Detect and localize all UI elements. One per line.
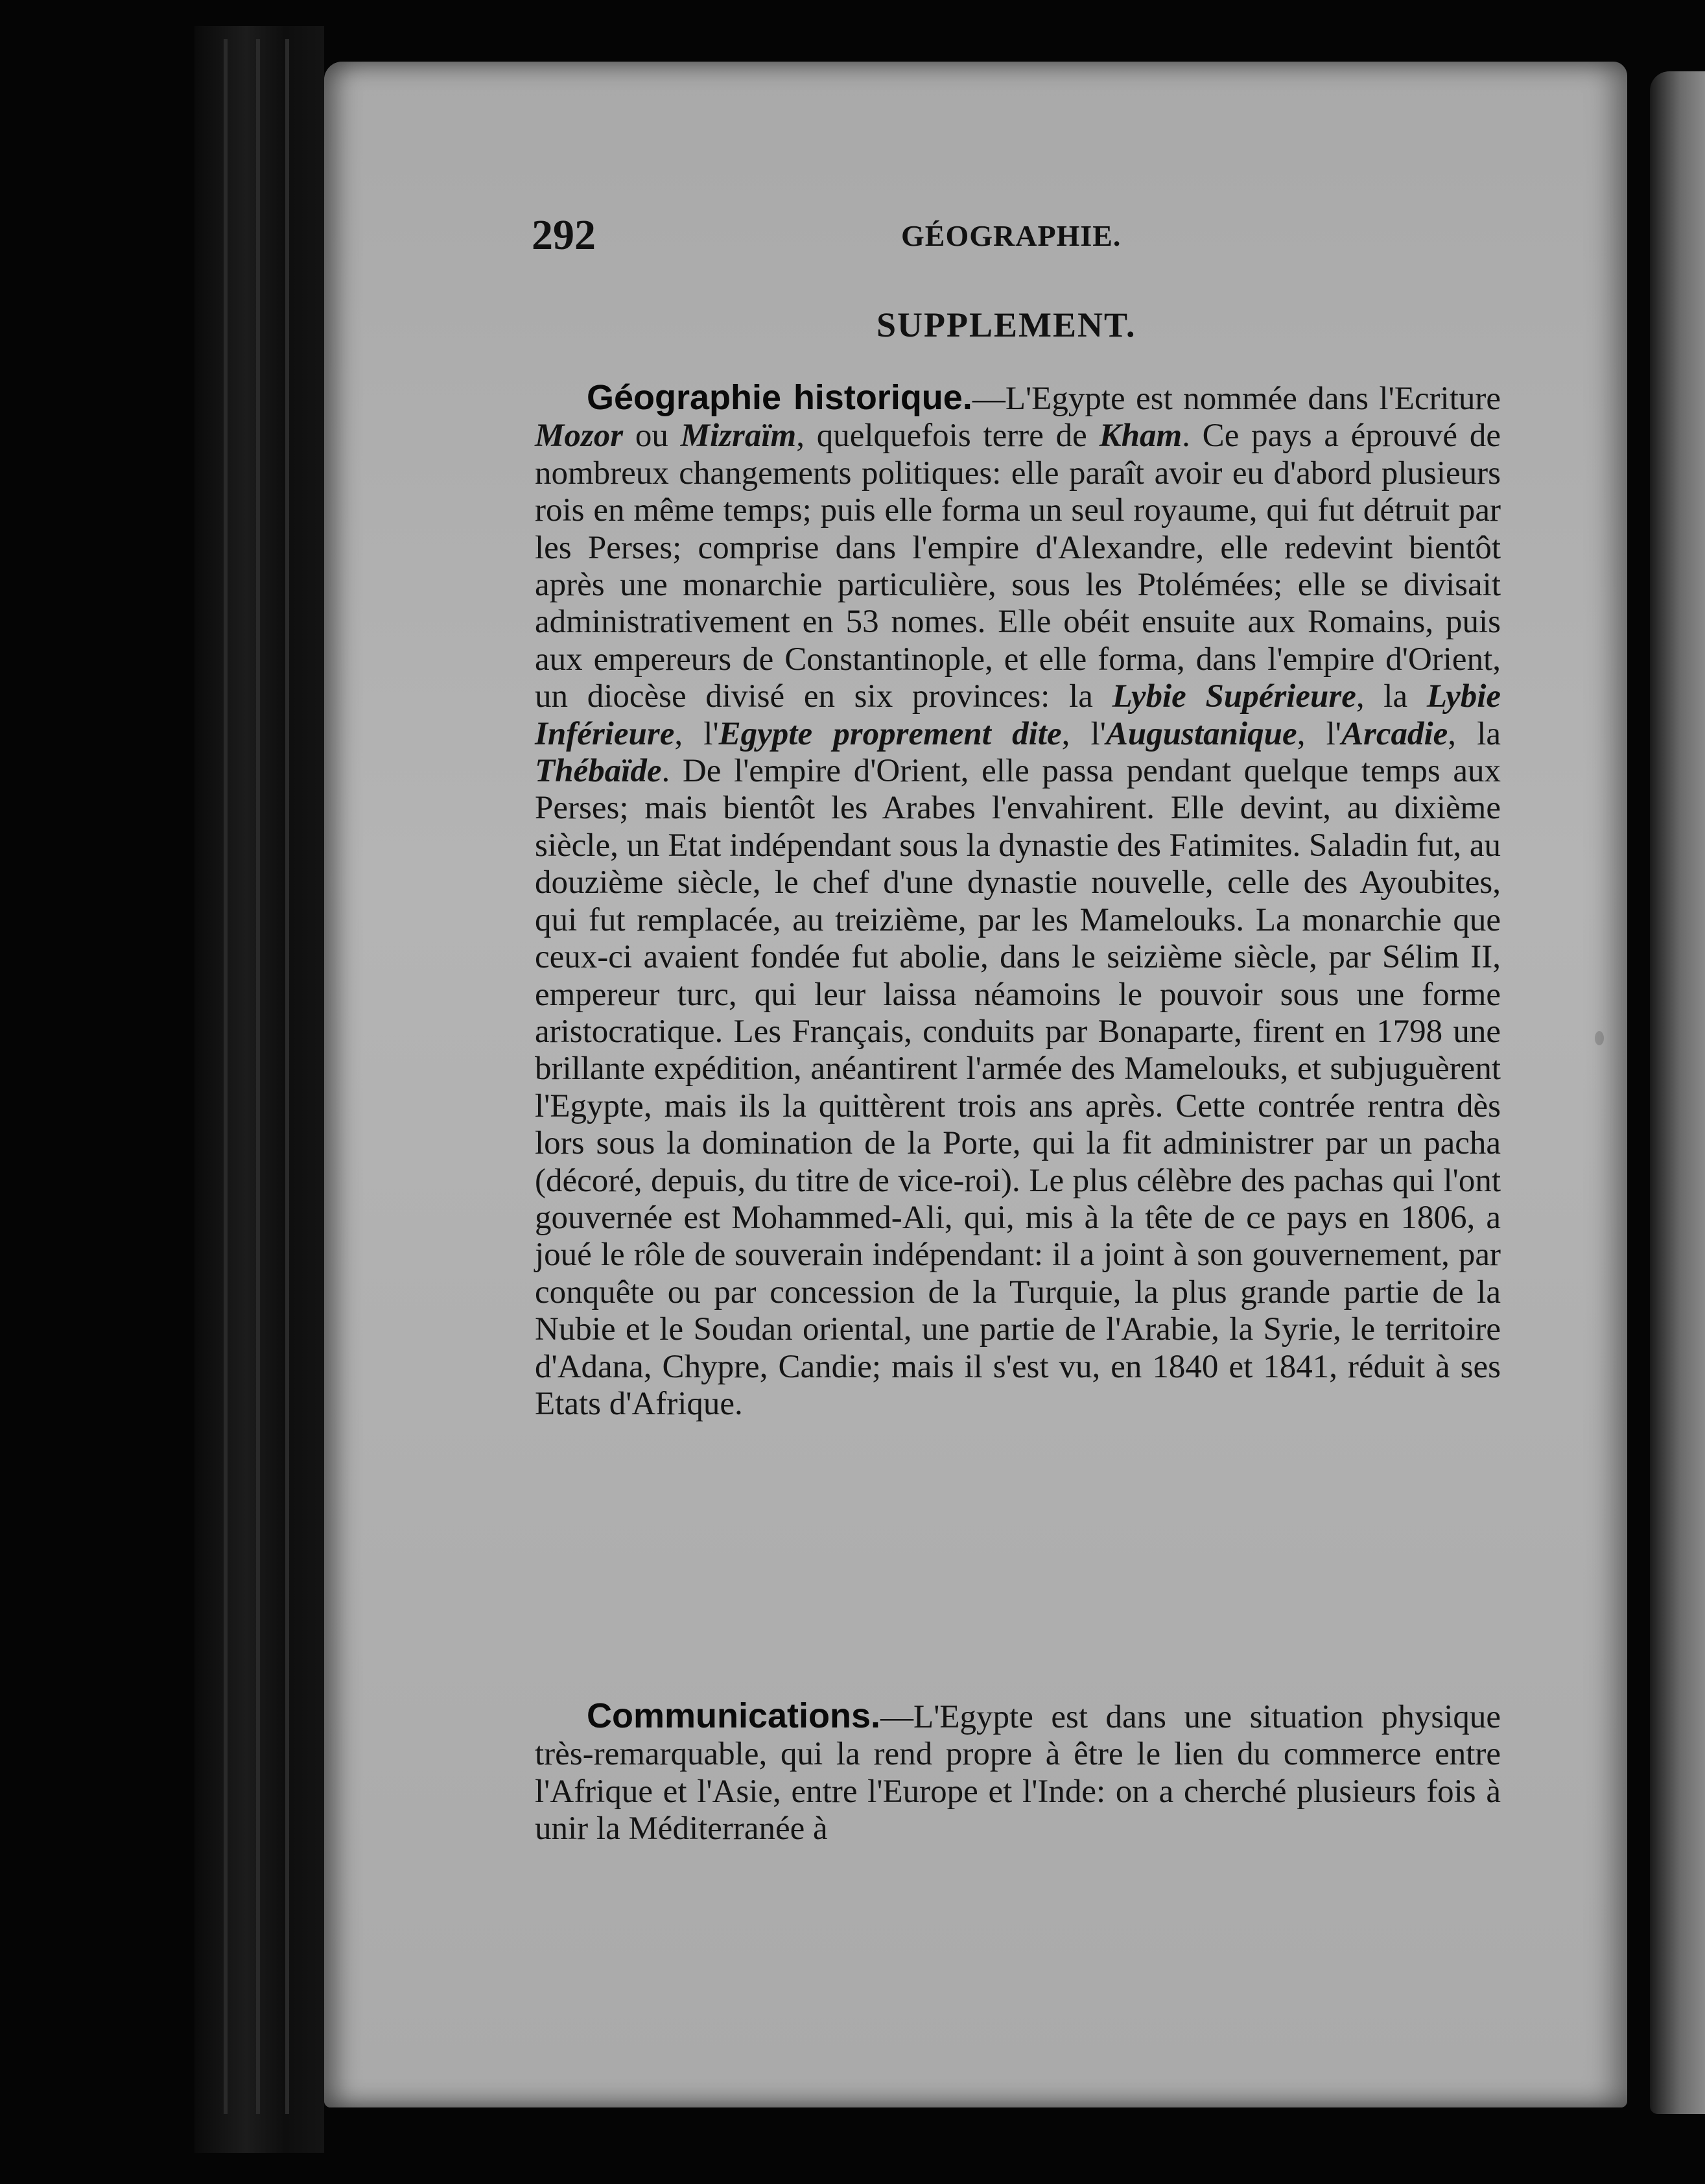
paragraph-text: , l' [1297, 715, 1341, 752]
paragraph-lead: Géographie historique. [587, 378, 972, 417]
paragraph-lead: Communications. [587, 1696, 881, 1735]
italic-term: Kham [1099, 418, 1182, 455]
paragraph-communications [535, 1698, 1501, 1848]
italic-term: Mozor [535, 418, 624, 455]
adjacent-page-edge [1650, 71, 1705, 2114]
italic-term: Egypte proprement dite [718, 715, 1062, 752]
italic-term: Arcadie [1341, 715, 1448, 752]
italic-term: Lybie Supérieure [1112, 678, 1356, 715]
binding-edge-line [256, 39, 260, 2114]
paragraph-text: —L'Egypte est nommée dans l'Ecriture [972, 381, 1501, 417]
paragraph-text: , quelquefois terre de [796, 418, 1099, 455]
italic-term: Mizraïm [680, 418, 797, 455]
italic-term: Lybie Inférieure [535, 678, 1501, 752]
running-title: GÉOGRAPHIE. [901, 219, 1122, 252]
paragraph-text: , l' [1061, 715, 1106, 752]
paragraph-text: , l' [674, 715, 719, 752]
binding-edge-line [285, 39, 289, 2114]
paragraph-text: ou [623, 418, 681, 455]
paragraph-text: , la [1448, 715, 1501, 752]
italic-term: Thébaïde [535, 753, 662, 790]
binding-edge-line [224, 39, 228, 2114]
page-stain [1595, 1031, 1604, 1045]
paragraph-text: , la [1356, 678, 1427, 715]
page-number: 292 [532, 211, 596, 259]
paragraph-text: —L'Egypte est dans une situation physique très-remarquable, qui la rend propre à être le lien du commerce entre l'Afrique et l'Asie, entre l'Europe et l'Inde: on a cherché plusieurs fois à unir la Méditerranée à [535, 1699, 1501, 1847]
section-heading: SUPPLEMENT. [876, 305, 1136, 344]
paragraph-text: . Ce pays a éprouvé de nombreux changements politiques: elle paraît avoir eu d'abord plusieurs rois en même temps; puis elle forma un seul royaume, qui fut détruit par les Perses; comprise dans l'empire d'Alexandre, elle redevint bientôt après une monarchie particulière, sous les Ptolémées; elle se divisait administrativement en 53 nomes. Elle obéit ensuite aux Romains, puis aux empereurs de Constantinople, et elle forma, dans l'empire d'Orient, un diocèse divisé en six provinces: la [535, 418, 1501, 715]
paragraph-historical-geography [535, 379, 1501, 1423]
italic-term: Augustanique [1105, 715, 1297, 752]
paragraph-text: . De l'empire d'Orient, elle passa pendant quelque temps aux Perses; mais bientôt les Arabes l'envahirent. Elle devint, au dixième siècle, un Etat indépendant sous la dynastie des Fatimites. Saladin fut, au douzième siècle, le chef d'une dynastie nouvelle, celle des Ayoubites, qui fut remplacée, au treizième, par les Mamelouks. La monarchie que ceux-ci avaient fondée fut abolie, dans le seizième siècle, par Sélim II, empereur turc, qui leur laissa néamoins le pouvoir sous une forme aristocratique. Les Français, conduits par Bonaparte, firent en 1798 une brillante expédition, anéantirent l'armée des Mamelouks, et subjuguèrent l'Egypte, mais ils la quittèrent trois ans après. Cette contrée rentra dès lors sous la domination de la Porte, qui la fit administrer par un pacha (décoré, depuis, du titre de vice-roi). Le plus célèbre des pachas qui l'ont gouvernée est Mohammed-Ali, qui, mis à la tête de ce pays en 1806, a joué le rôle de souverain indépendant: il a joint à son gouvernement, par conquête ou par concession de la Turquie, la plus grande partie de la Nubie et le Soudan oriental, une partie de l'Arabie, la Syrie, le territoire d'Adana, Chypre, Candie; mais il s'est vu, en 1840 et 1841, réduit à ses Etats d'Afrique. [535, 753, 1501, 1422]
page-header [532, 211, 1536, 263]
